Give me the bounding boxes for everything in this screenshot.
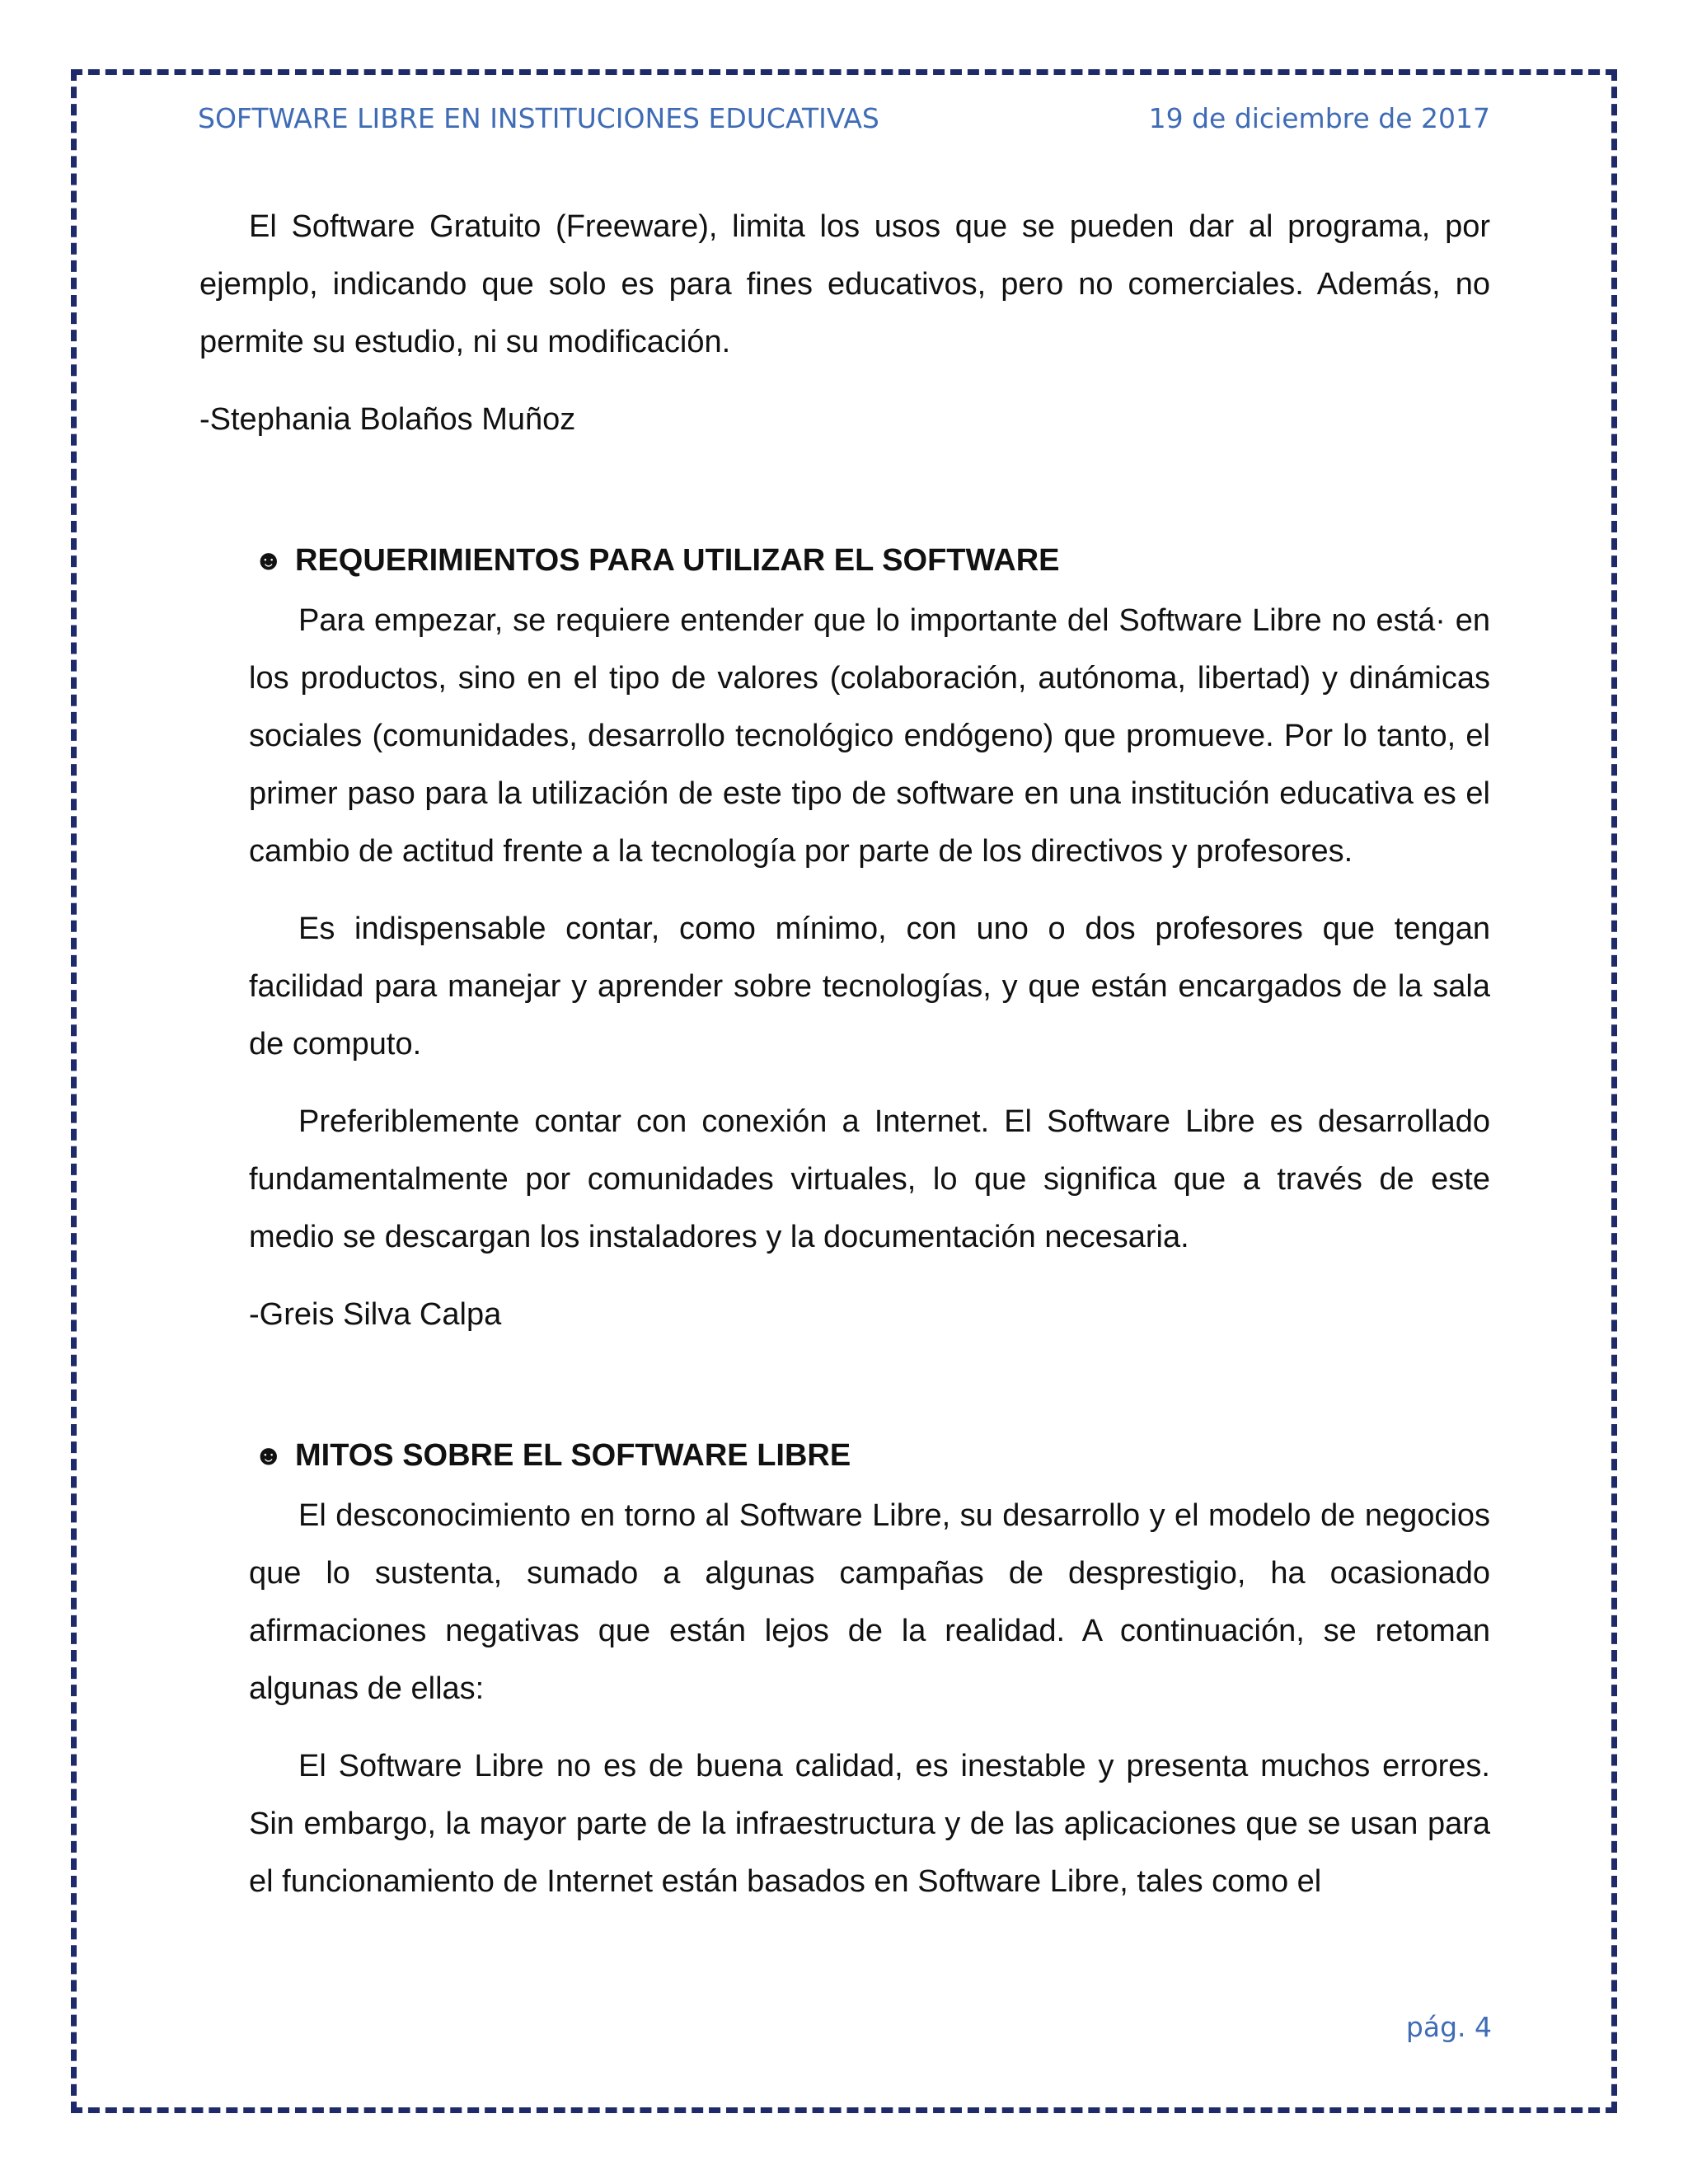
section-heading-requerimientos: [254, 536, 1490, 585]
body-paragraph: Es indispensable contar, como mínimo, con uno o dos profesores que tengan facilidad para manejar y aprender sobre tecnologías, y que están encargados de la sala de computo.: [249, 912, 1490, 1062]
section-heading-text: MITOS SOBRE EL SOFTWARE LIBRE: [295, 1438, 851, 1473]
section-heading-text: REQUERIMIENTOS PARA UTILIZAR EL SOFTWARE: [295, 543, 1060, 578]
intro-author: -Stephania Bolaños Muñoz: [199, 402, 576, 437]
section-author: -Greis Silva Calpa: [249, 1297, 502, 1332]
section-body-mitos: [249, 1487, 1490, 1910]
smiley-bullet-icon: ☻: [254, 1440, 284, 1471]
page-number: pág. 4: [1405, 2011, 1492, 2043]
body-paragraph: Preferiblemente contar con conexión a Internet. El Software Libre es desarrollado fundamentalmente por comunidades virtuales, lo que significa que a través de este medio se descargan los instaladores y la documentación necesaria.: [249, 1104, 1490, 1254]
intro-paragraph: El Software Gratuito (Freeware), limita los usos que se pueden dar al programa, por ejemplo, indicando que solo es para fines educativos, pero no comerciales. Además, no permite su estudio, ni su modificación.: [199, 209, 1490, 359]
header-title: SOFTWARE LIBRE EN INSTITUCIONES EDUCATIVAS: [198, 101, 879, 134]
section-body-requerimientos: [249, 592, 1490, 1343]
header-date: 19 de diciembre de 2017: [1148, 101, 1490, 134]
body-paragraph: El Software Libre no es de buena calidad, es inestable y presenta muchos errores. Sin embargo, la mayor parte de la infraestructura y de las aplicaciones que se usan para el funcionamiento de Internet están basados en Software Libre, tales como el: [249, 1749, 1490, 1899]
section-heading-mitos: [254, 1431, 1490, 1480]
page-content: [199, 198, 1490, 1930]
body-paragraph: El desconocimiento en torno al Software Libre, su desarrollo y el modelo de negocios que lo sustenta, sumado a algunas campañas de desprestigio, ha ocasionado afirmaciones negativas que están lejos de la realidad. A continuación, se retoman algunas de ellas:: [249, 1498, 1490, 1706]
page-header: [198, 97, 1490, 138]
smiley-bullet-icon: ☻: [254, 545, 284, 576]
body-paragraph: Para empezar, se requiere entender que lo importante del Software Libre no está· en los productos, sino en el tipo de valores (colaboración, autónoma, libertad) y dinámicas sociales (comunidades, desarrollo tecnológico endógeno) que promueve. Por lo tanto, el primer paso para la utilización de este tipo de software en una institución educativa es el cambio de actitud frente a la tecnología por parte de los directivos y profesores.: [249, 603, 1490, 869]
